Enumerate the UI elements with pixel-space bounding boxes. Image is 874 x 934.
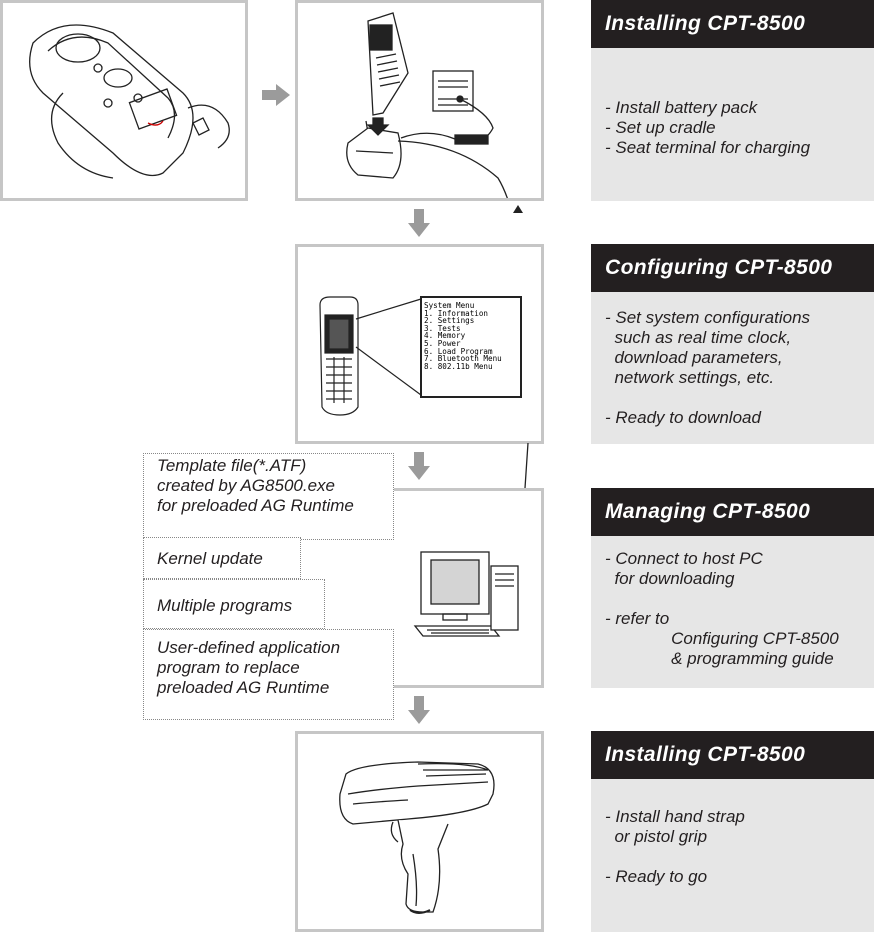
- battery-install-illustration: [3, 3, 245, 198]
- system-menu-screen: [424, 302, 520, 392]
- panel-step: such as real time clock,: [605, 328, 792, 347]
- system-menu-item: 4. Memory: [424, 331, 466, 341]
- system-menu-title: System Menu: [424, 301, 475, 310]
- arrow-down-icon: [408, 209, 430, 237]
- panel-title: Installing CPT-8500: [591, 731, 874, 779]
- panel-step: & programming guide: [605, 649, 834, 668]
- panel-managing: [591, 488, 874, 688]
- panel-step: for downloading: [605, 569, 735, 588]
- note-user-defined-app: User-defined application program to replace preloaded AG Runtime: [143, 629, 394, 720]
- panel-step: - refer to: [605, 609, 670, 628]
- panel-step: - Connect to host PC: [605, 549, 763, 568]
- system-menu-item: 6. Load Program: [424, 346, 493, 356]
- arrow-down-icon: [408, 452, 430, 480]
- step-1-cradle-frame: [295, 0, 544, 201]
- panel-installing-battery: [591, 0, 874, 201]
- panel-configuring: [591, 244, 874, 444]
- panel-step: - Ready to go: [605, 867, 708, 886]
- note-multiple-programs: Multiple programs: [143, 579, 325, 629]
- panel-step: download parameters,: [605, 348, 783, 367]
- system-menu-item: 1. Information: [424, 308, 489, 318]
- panel-step: or pistol grip: [605, 827, 708, 846]
- system-menu-item: 2. Settings: [424, 316, 475, 326]
- arrow-right-icon: [262, 84, 290, 106]
- step-4-grip-frame: [295, 731, 544, 932]
- system-menu-item: 8. 802.11b Menu: [424, 361, 493, 371]
- panel-title: Configuring CPT-8500: [591, 244, 874, 292]
- panel-step: - Install battery pack: [605, 98, 758, 117]
- panel-installing-grip: [591, 731, 874, 932]
- panel-steps: [605, 308, 868, 428]
- pistol-grip-illustration: [298, 734, 541, 929]
- panel-step: - Seat terminal for charging: [605, 138, 811, 157]
- system-menu-item: 3. Tests: [424, 323, 461, 333]
- step-2-config-frame: [295, 244, 544, 444]
- panel-step: [605, 847, 868, 867]
- step-1-battery-frame: [0, 0, 248, 201]
- cradle-charging-illustration: [298, 3, 541, 198]
- panel-step: [605, 388, 868, 408]
- note-kernel-update: Kernel update: [143, 537, 301, 579]
- panel-step: [605, 589, 868, 609]
- panel-steps: [605, 549, 868, 669]
- arrow-down-icon: [408, 696, 430, 724]
- system-menu-item: 7. Bluetooth Menu: [424, 354, 502, 364]
- panel-step: Configuring CPT-8500: [605, 629, 839, 648]
- panel-title: Installing CPT-8500: [591, 0, 874, 48]
- panel-step: - Install hand strap: [605, 807, 745, 826]
- panel-steps: [605, 807, 868, 887]
- panel-step: - Ready to download: [605, 408, 761, 427]
- host-pc-illustration: [413, 546, 528, 641]
- panel-title: Managing CPT-8500: [591, 488, 874, 536]
- panel-steps: [605, 98, 868, 158]
- panel-step: - Set up cradle: [605, 118, 716, 137]
- panel-step: network settings, etc.: [605, 368, 775, 387]
- system-menu-item: 5. Power: [424, 338, 461, 348]
- connection-arrow-icon: [512, 205, 524, 245]
- panel-step: - Set system configurations: [605, 308, 811, 327]
- note-template-file: Template file(*.ATF) created by AG8500.exe for preloaded AG Runtime: [143, 453, 394, 540]
